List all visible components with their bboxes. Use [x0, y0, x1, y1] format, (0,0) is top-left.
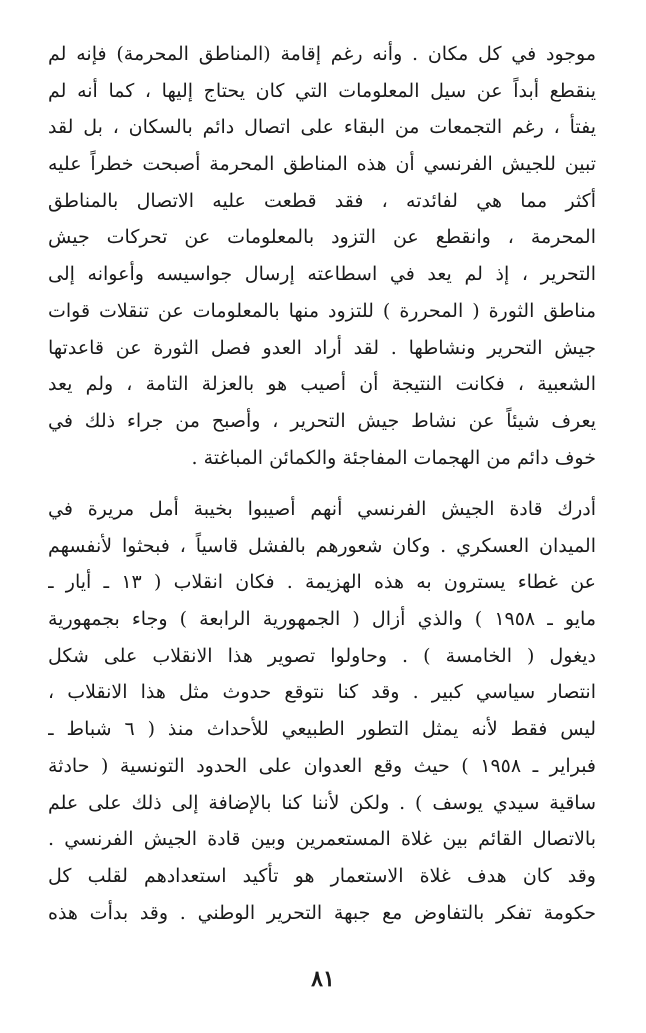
text-line: موجود في كل مكان . وأنه رغم إقامة (المناطق المحرمة) فإنه لم — [48, 43, 596, 65]
page-number: ٨١ — [311, 966, 335, 992]
text-line: ساقية سيدي يوسف ) . ولكن لأننا كنا بالإضافة إلى ذلك على علم — [48, 791, 596, 814]
text-line: الميدان العسكري . وكان شعورهم بالفشل قاسياً ، فبحثوا لأنفسهم — [48, 534, 596, 557]
text-line: مايو ـ ١٩٥٨ ) والذي أزال ( الجمهورية الرابعة ) وجاء بجمهورية — [48, 608, 596, 631]
text-line: انتصار سياسي كبير . وقد كنا نتوقع حدوث مثل هذا الانقلاب ، — [48, 681, 596, 704]
text-line: مناطق الثورة ( المحررة ) للتزود منها بالمعلومات عن تنقلات قوات — [48, 299, 596, 322]
text-line: تبين للجيش الفرنسي أن هذه المناطق المحرمة أصبحت خطراً عليه — [48, 153, 596, 176]
text-line: أدرك قادة الجيش الفرنسي أنهم أصيبوا بخيبة أمل مريرة في — [48, 498, 596, 520]
text-line: خوف دائم من الهجمات المفاجئة والكمائن المباغتة . — [191, 446, 596, 469]
text-line: ديغول ( الخامسة ) . وحاولوا تصوير هذا الانقلاب على شكل — [48, 644, 596, 667]
text-line: التحرير ، إذ لم يعد في اسطاعته إرسال جواسيسه وأعوانه إلى — [48, 263, 596, 286]
text-line: جيش التحرير ونشاطها . لقد أراد العدو فصل الثورة عن قاعدتها — [48, 336, 596, 359]
text-line: ينقطع أبداً عن سيل المعلومات التي كان يحتاج إليها ، كما أنه لم — [48, 79, 596, 102]
text-line: بالاتصال القائم بين غلاة المستعمرين وبين قادة الجيش الفرنسي . — [48, 828, 596, 851]
text-line: يعرف شيئاً عن نشاط جيش التحرير ، وأصبح من جراء ذلك في — [48, 409, 596, 432]
text-line: ليس فقط لأنه يمثل التطور الطبيعي للأحداث منذ ( ٦ شباط ـ — [48, 718, 596, 741]
text-line: فبراير ـ ١٩٥٨ ) حيث وقع العدوان على الحدود التونسية ( حادثة — [48, 754, 596, 777]
paragraph-1 — [48, 36, 596, 476]
text-line: أكثر مما هي لفائدته ، فقد قطعت عليه الاتصال بالمناطق — [48, 189, 596, 212]
text-line: وقد كان هدف غلاة الاستعمار هو تأكيد استعدادهم لقلب كل — [48, 864, 596, 887]
text-line: عن غطاء يسترون به هذه الهزيمة . فكان انقلاب ( ١٣ ـ أيار ـ — [48, 571, 596, 594]
text-line: يفتأ ، رغم التجمعات من البقاء على اتصال دائم بالسكان ، بل لقد — [48, 116, 596, 139]
text-line: المحرمة ، وانقطع عن التزود بالمعلومات عن تحركات جيش — [48, 226, 596, 249]
text-line: حكومة تفكر بالتفاوض مع جبهة التحرير الوطني . وقد بدأت هذه — [48, 901, 596, 924]
paragraph-2 — [48, 491, 596, 931]
text-line: الشعبية ، فكانت النتيجة أن أصيب هو بالعزلة التامة ، ولم يعد — [48, 373, 596, 396]
